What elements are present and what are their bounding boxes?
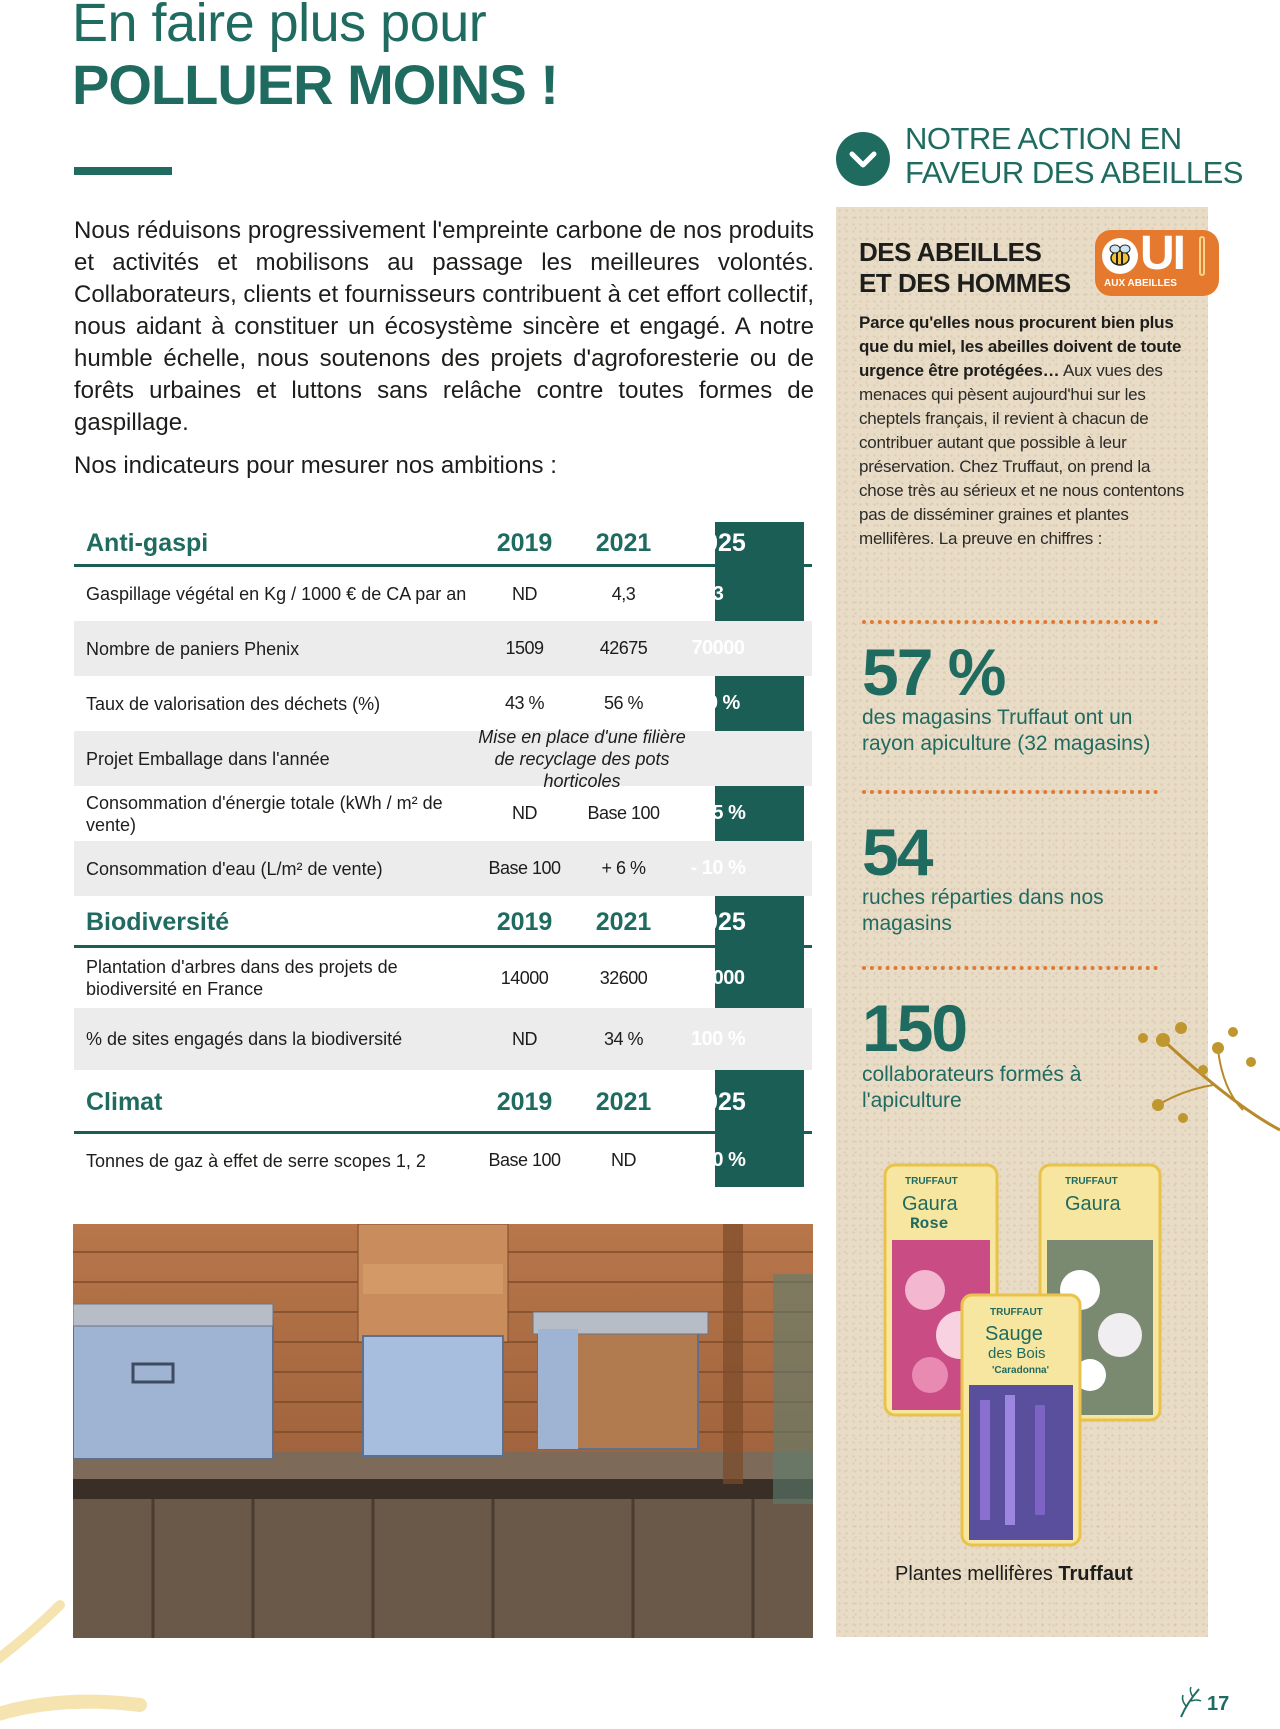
value-2025: 70000 [691,637,745,659]
pack-brand: TRUFFAUT [990,1307,1043,1318]
merged-value: Mise en place d'une filière de recyclage des pots horticoles [478,726,686,791]
year-2019: 2019 [496,908,553,936]
indicators-label: Nos indicateurs pour mesurer nos ambitions : [74,452,557,479]
intro-paragraph: Nous réduisons progressivement l'empreinte carbone de nos produits et activités et mobilisons au passage les meilleures volontés. Collaborateurs, clients et fournisseurs contribuent à cet effort collectif, nous aidant à constituer un écosystème sincère et engagé. A notre humble échelle, nous soutenons des projets d'agroforesterie ou de forêts urbaines et luttons sans relâche contre toutes formes de gaspillage. [74,217,814,436]
value-2025: - 15 % [690,802,746,824]
value-2019: Base 100 [488,1150,561,1170]
value-2025: 3 [712,582,724,605]
oui-logo-subtitle: AUX ABEILLES [1104,278,1177,289]
row-label: Projet Emballage dans l'année [86,748,330,769]
table-row [74,786,812,841]
value-2021: 42675 [599,638,648,658]
row-label: Taux de valorisation des déchets (%) [86,693,381,714]
year-2025: 2025 [690,908,746,936]
panel-title-line2: ET DES HOMMES [859,268,1071,298]
value-2025: - 10 % [690,857,746,879]
row-label: Tonnes de gaz à effet de serre scopes 1, 2 [86,1150,426,1171]
value-2025: 80000 [691,966,745,989]
beehive-photo [73,1224,813,1638]
seed-packets-image [880,1160,1180,1550]
action-title-line2: FAVEUR DES ABEILLES [905,155,1243,190]
section-title: Biodiversité [86,908,230,936]
table-row [74,1134,812,1187]
stat-text: ruches réparties dans nos magasins [862,886,1104,935]
table-row [74,676,812,731]
panel-body [859,311,1185,551]
stat-number: 54 [862,815,932,889]
value-2025: 80 % [696,692,740,714]
year-2021: 2021 [595,528,652,557]
stat-number: 150 [862,991,967,1065]
pack-name: Gaura [1065,1193,1121,1215]
page-number: 17 [1207,1693,1230,1715]
value-2019: ND [512,803,537,823]
pack-brand: TRUFFAUT [1065,1176,1118,1187]
pack-name-2: Rose [910,1215,949,1233]
year-2021: 2021 [595,1088,652,1116]
action-title [905,122,1243,190]
section-title: Anti-gaspi [86,528,209,557]
year-2025: 2025 [690,1088,746,1116]
value-2019: ND [512,583,537,604]
row-label: % de sites engagés dans la biodiversité [86,1029,403,1049]
leaf-decoration [0,1595,150,1729]
panel-body-lead: Parce qu'elles nous procurent bien plus que du miel, les abeilles doivent de toute urgence être protégées… [859,313,1182,380]
title-underline [74,167,172,175]
value-2021: 32600 [599,967,648,988]
section-header-biodiversite [74,900,812,948]
value-2019: 1509 [505,638,544,658]
pack-name: Sauge [985,1323,1043,1345]
action-title-line1: NOTRE ACTION EN [905,121,1182,156]
pack-name-2: des Bois [988,1345,1046,1362]
year-2025: 2025 [690,528,746,557]
year-2019: 2019 [496,528,553,557]
panel-title [859,237,1071,299]
pack-brand: TRUFFAUT [905,1176,958,1187]
table-row [74,726,812,791]
pack-name: Gaura [902,1193,958,1215]
table-row [74,1008,812,1070]
panel-title-line1: DES ABEILLES [859,237,1042,267]
branch-decoration [1123,1010,1280,1150]
caption-text: Plantes mellifères [895,1563,1059,1585]
row-label: Nombre de paniers Phenix [86,638,300,659]
section-header-climat [74,1074,812,1134]
table-row [74,841,812,896]
page-title-line1: En faire plus pour [72,0,487,53]
table-row [74,948,812,1008]
stat-text: collaborateurs formés à l'apiculture [862,1063,1082,1112]
dotted-divider [862,966,1158,970]
value-2019: 14000 [500,967,549,988]
year-2019: 2019 [496,1088,553,1116]
year-2021: 2021 [595,908,652,936]
dotted-divider [862,620,1158,624]
value-2025: 100 % [690,1027,746,1050]
table-row [74,567,812,621]
page-title-line2: POLLUER MOINS ! [72,53,558,116]
value-2019: 43 % [504,693,545,713]
row-label: Plantation d'arbres dans des projets de biodiversité en France [86,957,398,999]
value-2021: 4,3 [611,583,636,604]
table-row [74,621,812,676]
pack-name-3: 'Caradonna' [992,1365,1049,1376]
value-2021: 34 % [603,1028,644,1049]
panel-body-text: Aux vues des menaces qui pèsent aujourd'hui sur les cheptels français, il revient à chacun de contribuer autant que possible à leur préservation. Chez Truffaut, on prend la chose très au sérieux et ne nous contentons pas de disséminer graines et plantes mellifères. La preuve en chiffres : [859,361,1185,548]
row-label: Gaspillage végétal en Kg / 1000 € de CA par an [86,584,467,604]
stat-number: 57 % [862,635,1005,709]
value-2021: + 6 % [601,858,646,878]
value-2025: - 30 % [690,1149,746,1171]
section-title: Climat [86,1088,163,1116]
section-header-anti-gaspi [74,522,812,567]
row-label: Consommation d'eau (L/m² de vente) [86,858,383,879]
stat-text: des magasins Truffaut ont un rayon apiculture (32 magasins) [862,706,1151,755]
caption-brand: Truffaut [1058,1563,1133,1585]
bee-icon [1102,238,1138,274]
oui-logo-text: UI [1140,227,1184,280]
value-2019: Base 100 [488,858,561,878]
dotted-divider [862,790,1158,794]
value-2021: Base 100 [587,803,660,823]
sprig-icon [1177,1685,1205,1719]
chevron-down-icon [836,132,890,186]
value-2019: ND [512,1028,537,1049]
exclamation-icon [1199,236,1205,276]
value-2021: 56 % [603,693,644,713]
value-2021: ND [611,1150,636,1170]
plants-caption [895,1563,1133,1586]
row-label: Consommation d'énergie totale (kWh / m² de vente) [86,792,443,835]
